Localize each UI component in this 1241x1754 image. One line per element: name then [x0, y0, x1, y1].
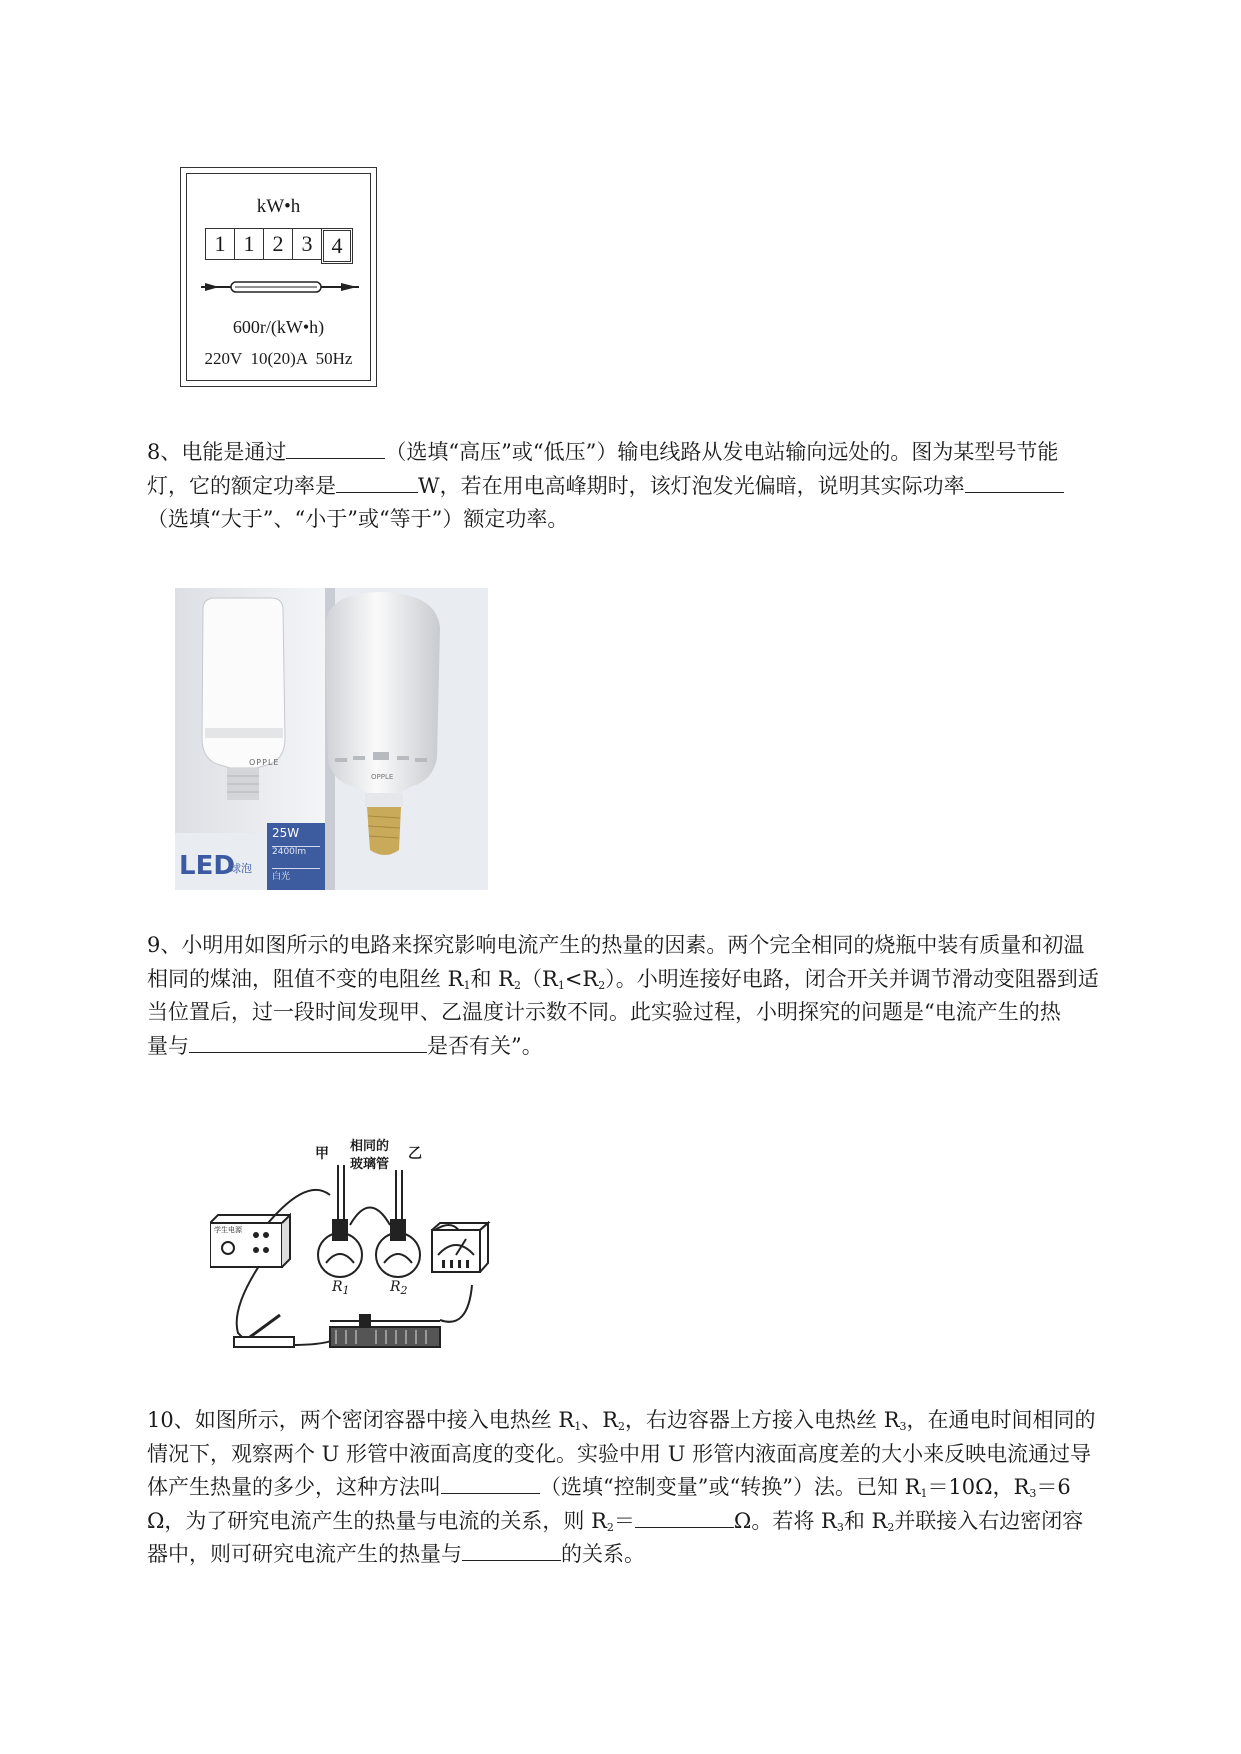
- led-bulb-photo: [175, 588, 488, 890]
- electric-meter-figure: [180, 167, 377, 387]
- q10-text: （选填“控制变量”或“转换”）法。已知 R: [540, 1475, 921, 1499]
- meter-digits: [205, 228, 352, 264]
- q8-text: （选填“高压”或“低压”）输电线路从发电站输向远处的。图为某型号节能: [385, 440, 1059, 464]
- label-r2: [390, 1279, 408, 1297]
- subscript: 2: [887, 1520, 895, 1534]
- q8-text: W，若在用电高峰期时，该灯泡发光偏暗，说明其实际功率: [418, 473, 965, 498]
- q9-line-2: [147, 963, 1157, 997]
- subscript: 2: [598, 978, 606, 992]
- q10-line-5: [147, 1538, 1157, 1572]
- subscript: 2: [514, 978, 521, 992]
- q10-text: Ω。若将 R: [733, 1508, 837, 1533]
- circuit-diagram: [210, 1155, 495, 1360]
- subscript: 1: [463, 978, 471, 992]
- question-10: [147, 1404, 1157, 1572]
- subscript: 1: [920, 1487, 928, 1500]
- box-brand: OPPLE: [249, 758, 280, 767]
- r-letter: R: [332, 1279, 343, 1295]
- subscript: 1: [574, 1420, 582, 1433]
- label-r1: [332, 1279, 350, 1297]
- q9-text: ）。小明连接好电路，闭合开关并调节滑动变阻器到适: [605, 966, 1099, 991]
- q9-text: （R: [521, 966, 558, 991]
- box-watt: 25W: [272, 826, 300, 840]
- meter-panel: [186, 173, 371, 381]
- meter-digit: 1: [205, 228, 235, 260]
- meter-digit: 1: [234, 228, 264, 260]
- led-bulb-image: [175, 588, 488, 890]
- q10-text: Ω，为了研究电流产生的热量与电流的关系，则 R: [147, 1508, 607, 1533]
- answer-blank[interactable]: [635, 1507, 734, 1528]
- label-yi: 乙: [408, 1146, 422, 1162]
- q10-text: ＝: [613, 1508, 635, 1533]
- meter-digit: 2: [263, 228, 293, 260]
- q9-line-3: 当位置后，过一段时间发现甲、乙温度计示数不同。此实验过程，小明探究的问题是“电流产生的热: [147, 1000, 1061, 1024]
- q10-text: 的关系。: [561, 1542, 645, 1566]
- label-jia: 甲: [315, 1146, 329, 1162]
- answer-blank[interactable]: [965, 472, 1064, 493]
- meter-spec: 220V 10(20)A 50Hz: [204, 349, 353, 368]
- label-same: 相同的: [350, 1139, 390, 1154]
- meter-digit-decimal: 4: [321, 228, 353, 264]
- q10-text: 并联接入右边密闭容: [894, 1508, 1084, 1533]
- subscript: 3: [836, 1520, 844, 1534]
- q10-line-2: 情况下，观察两个 U 形管中液面高度的变化。实验中用 U 形管内液面高度差的大小来反映电流通过导: [147, 1441, 1092, 1466]
- bulb-brand: OPPLE: [371, 773, 394, 781]
- subscript: 3: [899, 1420, 907, 1433]
- q10-line-4: [147, 1505, 1157, 1539]
- q9-line-4: [147, 1030, 1157, 1064]
- q10-text: ＝10Ω，R: [927, 1475, 1030, 1499]
- q8-line-1: [147, 436, 1157, 470]
- meter-rate: 600r/(kW•h): [232, 317, 325, 337]
- subscript: 2: [400, 1284, 408, 1297]
- subscript: 3: [1029, 1487, 1037, 1500]
- meter-digit: 3: [292, 228, 322, 260]
- answer-blank[interactable]: [189, 1032, 427, 1053]
- label-tube: 玻璃管: [350, 1157, 390, 1172]
- q10-text: 和 R: [843, 1508, 888, 1533]
- q10-text: ，右边容器上方接入电热丝 R: [625, 1408, 900, 1432]
- question-8: [147, 436, 1157, 537]
- q10-text: 器中，则可研究电流产生的热量与: [147, 1542, 462, 1566]
- q10-line-3: [147, 1471, 1157, 1505]
- answer-blank[interactable]: [286, 438, 385, 459]
- q10-line-1: [147, 1404, 1157, 1438]
- q9-text: 是否有关”。: [427, 1033, 543, 1058]
- subscript: 2: [618, 1420, 626, 1433]
- box-led-sublabel: 球泡: [230, 862, 252, 875]
- q9-text: 和 R: [470, 966, 514, 991]
- q9-text: 量与: [147, 1033, 189, 1058]
- answer-blank[interactable]: [462, 1540, 561, 1561]
- answer-blank[interactable]: [441, 1473, 540, 1494]
- q9-text: <R: [564, 966, 599, 991]
- circuit-figure: [210, 1139, 495, 1360]
- q8-line-3: [147, 503, 1157, 537]
- box-color: 白光: [272, 868, 320, 882]
- meter-unit: kW•h: [256, 196, 301, 217]
- box-lumen: 2400lm: [272, 846, 320, 857]
- q8-text: （选填“大于”、“小于”或“等于”）额定功率。: [147, 507, 569, 531]
- q10-text: 、R: [581, 1408, 619, 1432]
- q10-text: ，在通电时间相同的: [906, 1408, 1096, 1432]
- q8-line-2: [147, 470, 1157, 504]
- q9-text: 相同的煤油，阻值不变的电阻丝 R: [147, 966, 464, 991]
- question-9: [147, 929, 1157, 1063]
- q8-text: 灯，它的额定功率是: [147, 473, 336, 498]
- q10-text: ＝6: [1036, 1475, 1071, 1499]
- box-led-label: LED: [179, 851, 235, 881]
- q10-text: 体产生热量的多少，这种方法叫: [147, 1475, 441, 1499]
- subscript: 2: [606, 1520, 614, 1534]
- subscript: 1: [557, 978, 565, 992]
- q9-line-1: 9、小明用如图所示的电路来探究影响电流产生的热量的因素。两个完全相同的烧瓶中装有质量和初温: [147, 933, 1085, 957]
- answer-blank[interactable]: [336, 472, 418, 493]
- subscript: 1: [342, 1284, 350, 1297]
- meter-disc-icon: [201, 278, 361, 296]
- q10-text: 10、如图所示，两个密闭容器中接入电热丝 R: [147, 1408, 575, 1432]
- power-supply-label: 学生电源: [214, 1226, 242, 1234]
- q8-text: 8、电能是通过: [147, 440, 287, 464]
- r-letter: R: [390, 1279, 401, 1295]
